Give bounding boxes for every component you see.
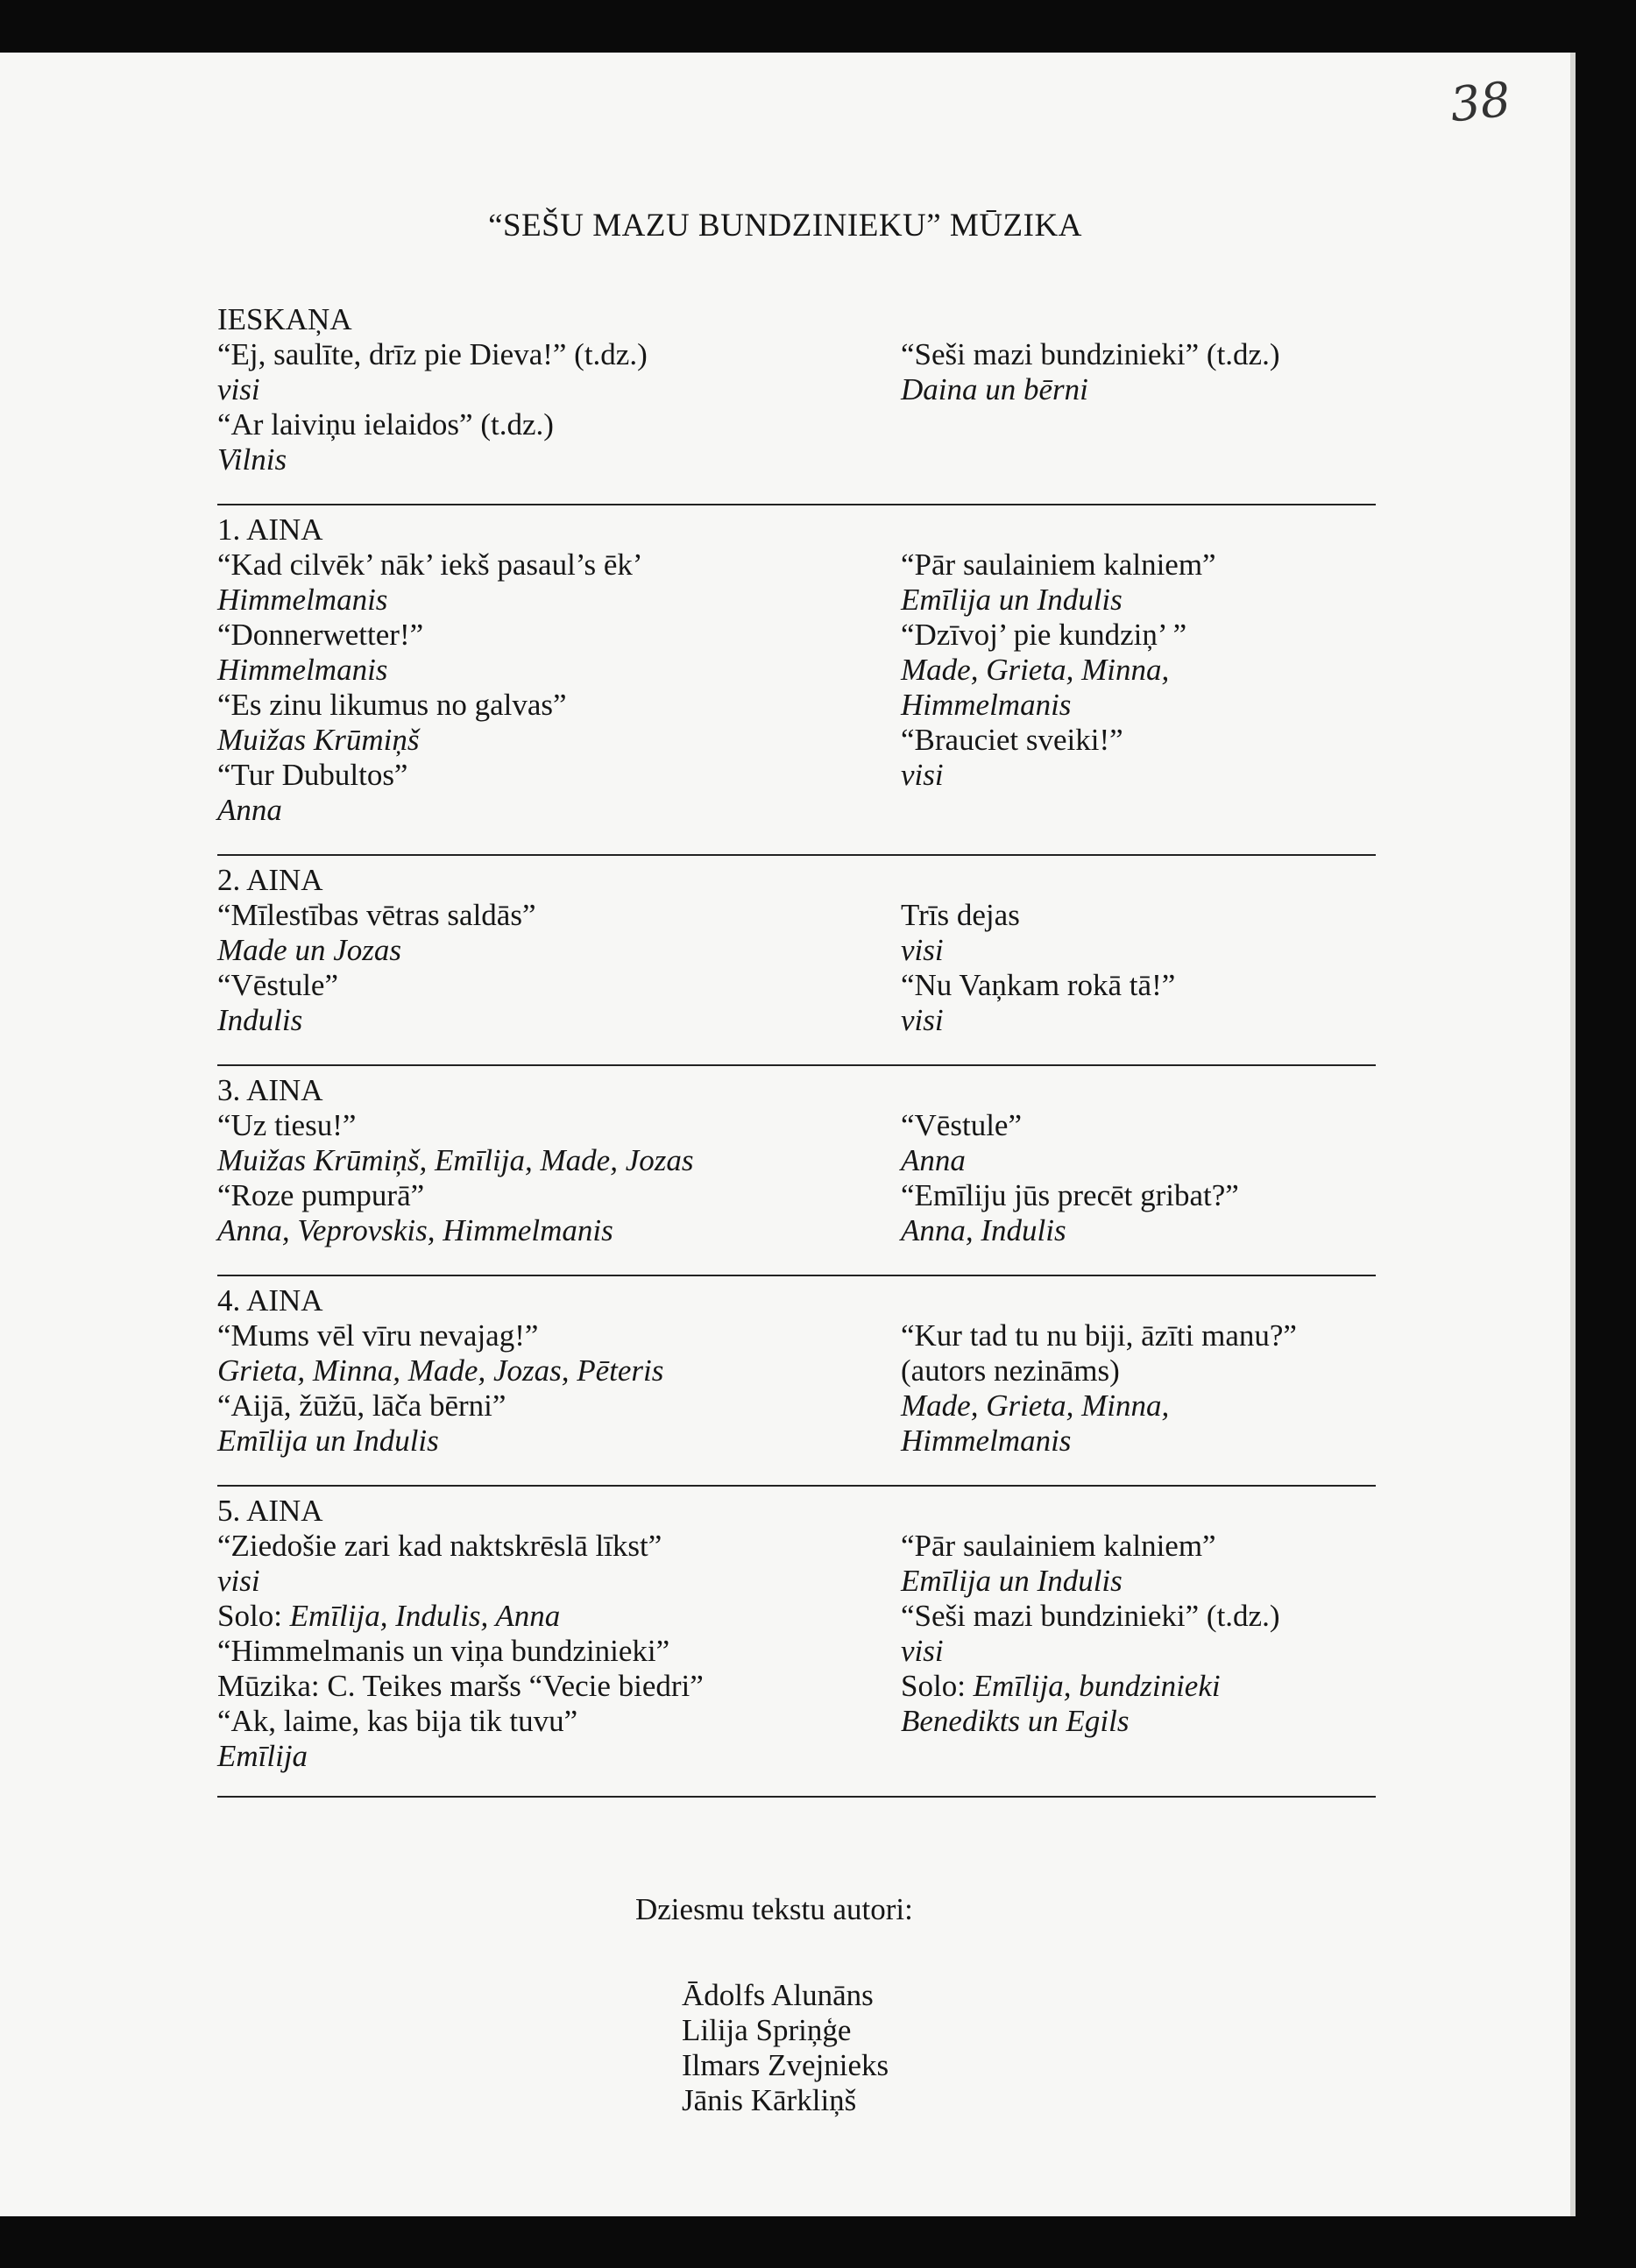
song-title: “Donnerwetter!”	[217, 618, 424, 652]
song-title: “Dzīvoj’ pie kundziņ’ ”	[901, 618, 1187, 652]
author-name: Ilmars Zvejnieks	[682, 2048, 889, 2082]
section-divider	[217, 504, 1376, 505]
author-name: Jānis Kārkliņš	[682, 2083, 857, 2117]
performer-text: visi	[901, 1634, 944, 1668]
song-title: “Vēstule”	[217, 968, 338, 1002]
song-title: “Es zinu likumus no galvas”	[217, 688, 567, 722]
section-divider	[217, 1485, 1376, 1487]
song-title: “Himmelmanis un viņa bundzinieki”	[217, 1634, 670, 1668]
song-title: “Mīlestības vētras saldās”	[217, 898, 536, 932]
page-edge	[1570, 53, 1576, 2216]
song-title: “Pār saulainiem kalniem”	[901, 548, 1216, 582]
performer-text: Muižas Krūmiņš	[217, 723, 420, 757]
song-title: “Ziedošie zari kad naktskrēslā līkst”	[217, 1529, 662, 1563]
section-divider	[217, 854, 1376, 856]
author-name: Lilija Spriņģe	[682, 2013, 852, 2047]
performer-text: Emīlija un Indulis	[901, 583, 1123, 617]
performer-text: Made, Grieta, Minna,	[901, 653, 1170, 687]
page-title: “SEŠU MAZU BUNDZINIEKU” MŪZIKA	[488, 208, 1082, 244]
song-title: “Kad cilvēk’ nāk’ iekš pasaul’s ēk’	[217, 548, 643, 582]
song-title: Mūzika: C. Teikes maršs “Vecie biedri”	[217, 1669, 704, 1703]
song-title: “Pār saulainiem kalniem”	[901, 1529, 1216, 1563]
performer-text: Benedikts un Egils	[901, 1704, 1130, 1738]
handwritten-page-number: 38	[1447, 71, 1513, 133]
song-title: “Nu Vaņkam rokā tā!”	[901, 968, 1176, 1002]
song-title: “Roze pumpurā”	[217, 1178, 425, 1212]
song-title: “Kur tad tu nu biji, āzīti manu?”	[901, 1318, 1297, 1353]
performer-text: Anna, Veprovskis, Himmelmanis	[217, 1213, 613, 1247]
song-title	[217, 1599, 560, 1634]
section-heading: 3. AINA	[217, 1073, 323, 1107]
performer-text: Emīlija un Indulis	[217, 1424, 439, 1458]
performer-text: Anna	[217, 793, 282, 827]
song-title-part: Solo:	[901, 1669, 974, 1703]
performer-text: Emīlija un Indulis	[901, 1564, 1123, 1598]
song-title-part: Emīlija, bundzinieki	[973, 1669, 1221, 1703]
performer-text: Himmelmanis	[901, 1424, 1072, 1458]
performer-text: visi	[901, 933, 944, 967]
song-title: “Ak, laime, kas bija tik tuvu”	[217, 1704, 578, 1738]
song-title-part: Emīlija, Indulis, Anna	[289, 1599, 561, 1633]
song-title: “Uz tiesu!”	[217, 1108, 357, 1142]
performer-text: visi	[901, 1003, 944, 1037]
performer-text: Emīlija	[217, 1739, 308, 1773]
section-divider	[217, 1275, 1376, 1276]
performer-text: visi	[901, 758, 944, 792]
song-title: (autors nezināms)	[901, 1353, 1120, 1388]
section-heading: 5. AINA	[217, 1494, 323, 1528]
section-divider	[217, 1064, 1376, 1066]
song-title: “Ej, saulīte, drīz pie Dieva!” (t.dz.)	[217, 337, 648, 371]
song-title: “Tur Dubultos”	[217, 758, 408, 792]
section-heading: IESKAŅA	[217, 302, 352, 336]
song-title: “Mums vēl vīru nevajag!”	[217, 1318, 539, 1353]
song-title: “Ar laiviņu ielaidos” (t.dz.)	[217, 407, 554, 442]
performer-text: visi	[217, 1564, 260, 1598]
song-title: Trīs dejas	[901, 898, 1020, 932]
song-title: “Vēstule”	[901, 1108, 1022, 1142]
performer-text: Himmelmanis	[901, 688, 1072, 722]
song-title: “Brauciet sveiki!”	[901, 723, 1123, 757]
performer-text: Made un Jozas	[217, 933, 401, 967]
section-divider	[217, 1796, 1376, 1798]
section-heading: 4. AINA	[217, 1283, 323, 1318]
performer-text: Himmelmanis	[217, 583, 388, 617]
section-heading: 2. AINA	[217, 863, 323, 897]
song-title: “Aijā, žūžū, lāča bērni”	[217, 1388, 506, 1423]
author-name: Ādolfs Alunāns	[682, 1978, 874, 2012]
authors-heading: Dziesmu tekstu autori:	[635, 1892, 913, 1926]
performer-text: Anna, Indulis	[901, 1213, 1066, 1247]
song-title: “Emīliju jūs precēt gribat?”	[901, 1178, 1239, 1212]
performer-text: Himmelmanis	[217, 653, 388, 687]
performer-text: Muižas Krūmiņš, Emīlija, Made, Jozas	[217, 1143, 694, 1177]
performer-text: Daina un bērni	[901, 372, 1088, 406]
song-title	[901, 1669, 1221, 1704]
song-title: “Seši mazi bundzinieki” (t.dz.)	[901, 1599, 1280, 1633]
performer-text: Vilnis	[217, 442, 287, 477]
section-heading: 1. AINA	[217, 512, 323, 547]
song-title: “Seši mazi bundzinieki” (t.dz.)	[901, 337, 1280, 371]
performer-text: Made, Grieta, Minna,	[901, 1388, 1170, 1423]
song-title-part: Solo:	[217, 1599, 290, 1633]
performer-text: Anna	[901, 1143, 966, 1177]
performer-text: visi	[217, 372, 260, 406]
performer-text: Indulis	[217, 1003, 303, 1037]
performer-text: Grieta, Minna, Made, Jozas, Pēteris	[217, 1353, 664, 1388]
